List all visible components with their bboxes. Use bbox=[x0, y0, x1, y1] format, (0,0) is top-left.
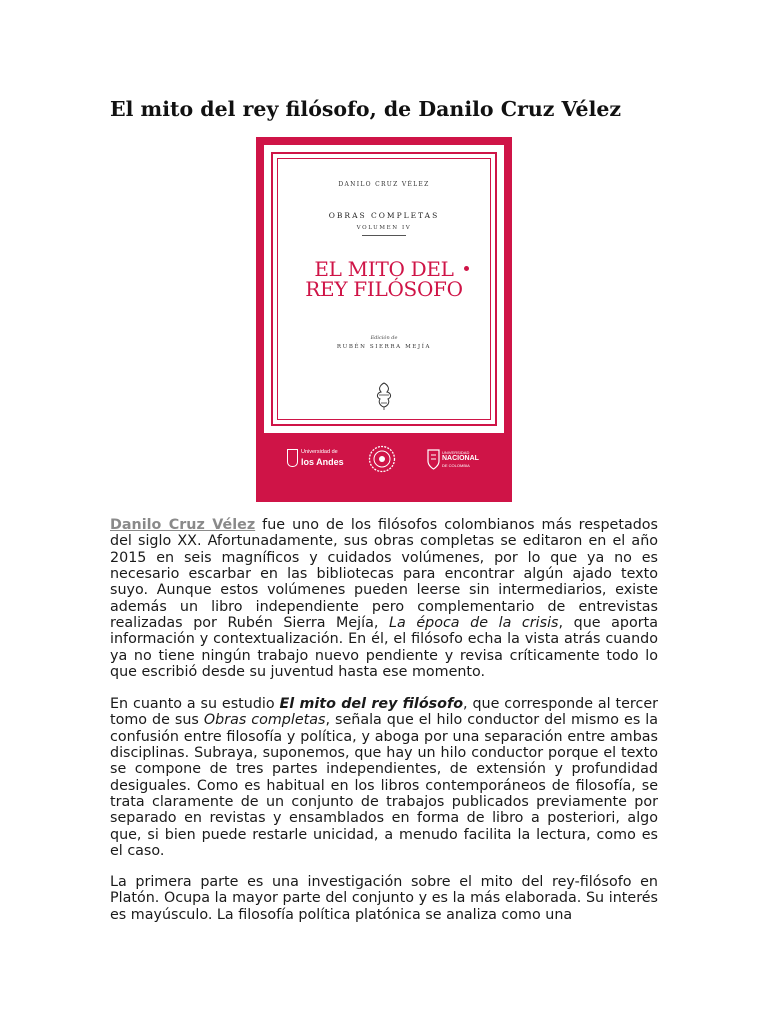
author-link[interactable]: Danilo Cruz Vélez bbox=[110, 517, 256, 533]
cover-white-panel bbox=[264, 145, 504, 433]
book-title-italic: La época de la crisis bbox=[389, 615, 559, 632]
cover-title bbox=[264, 259, 504, 299]
universidad-de-los-andes-logo: Universidad de los Andes bbox=[287, 448, 343, 470]
cover-title-line-1: EL MITO DEL bbox=[314, 257, 454, 281]
cover-editor: RUBÉN SIERRA MEJÍA bbox=[336, 344, 432, 350]
paragraph-2: En cuanto a su estudio El mito del rey filósofo, que corresponde al tercer tomo de sus Obras completas, señala que el hilo conductor del mismo es la confusión entre filosofía y política, y aboga por una separación entre ambas disciplinas. Subraya, suponemos, que hay un hilo conductor porque el texto se compone de tres partes independientes, de extensión y profundidad desiguales. Como es habitual en los libros contemporáneos de filosofía, se trata claramente de un conjunto de trabajos publicados previamente por separado en revistas y ensamblados en forma de libro a posteriori, algo que, si bien puede restarle unicidad, a menudo facilita la lectura, como es el caso. bbox=[110, 696, 659, 860]
cover-dot bbox=[464, 266, 469, 271]
cover-volume: VOLUMEN IV bbox=[356, 225, 412, 231]
book-cover-image bbox=[256, 137, 512, 502]
cover-series: OBRAS COMPLETAS bbox=[328, 211, 440, 220]
cover-emblem-icon bbox=[372, 381, 396, 411]
cover-title-line-2: REY FILÓSOFO bbox=[305, 277, 463, 301]
cover-edition-label: Edición de bbox=[370, 335, 398, 341]
unal-shield-icon bbox=[427, 448, 440, 470]
universidad-nacional-logo: UNIVERSIDAD NACIONAL DE COLOMBIA bbox=[427, 448, 481, 470]
book-title-italic: Obras completas bbox=[203, 712, 326, 729]
paragraph-1: Danilo Cruz Vélez fue uno de los filósofos colombianos más respetados del siglo XX. Afortunadamente, sus obras completas se editaron en el año 2015 en seis magníficos y cuidados volúmenes, por lo que ya no es necesario escarbar en las bibliotecas para encontrar algún ajado texto suyo. Aunque estos volúmenes pueden leerse sin intermediarios, existe además un libro independiente pero complementario de entrevistas realizadas por Rubén Sierra Mejía, La época de la crisis, que aporta información y contextualización. En él, el filósofo echa la vista atrás cuando ya no tiene ningún trabajo nuevo pendiente y revisa críticamente todo lo que escribió desde su juventud hasta ese momento. bbox=[110, 517, 658, 681]
article-title: El mito del rey filósofo, de Danilo Cruz Vélez bbox=[110, 97, 622, 121]
cover-author: DANILO CRUZ VÉLEZ bbox=[338, 181, 430, 188]
university-seal-icon bbox=[368, 445, 396, 473]
cover-rule bbox=[362, 235, 406, 236]
book-title-bold-italic: El mito del rey filósofo bbox=[279, 696, 464, 712]
paragraph-3: La primera parte es una investigación sobre el mito del rey-filósofo en Platón. Ocupa la mayor parte del conjunto y es la más elaborada. Su interés es mayúsculo. La filosofía política platónica se analiza como una bbox=[110, 874, 658, 923]
